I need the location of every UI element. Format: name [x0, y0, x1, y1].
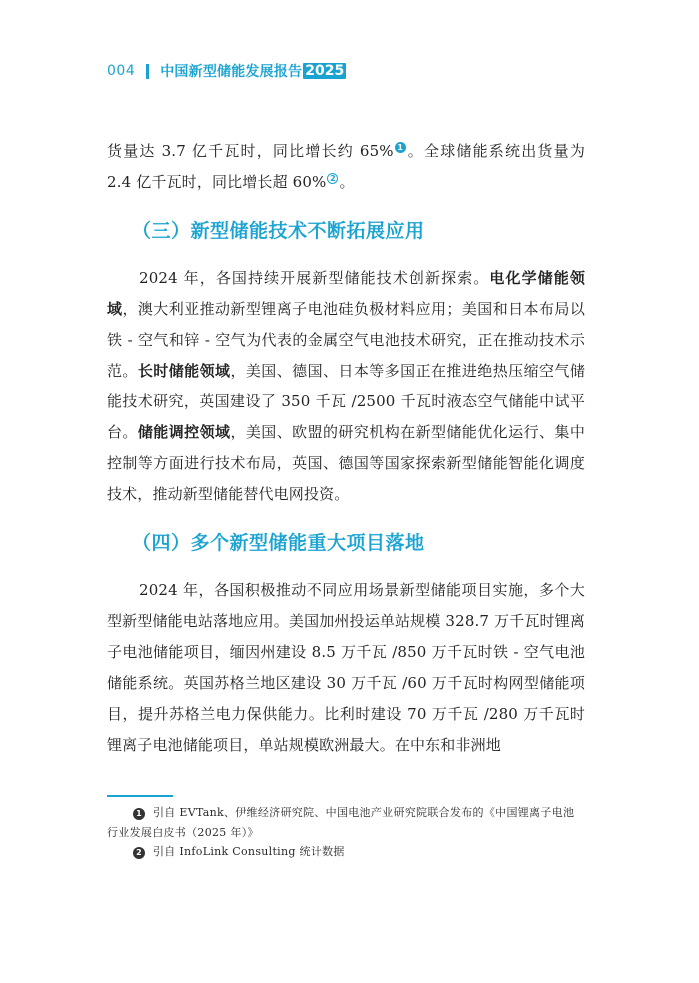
footnote-marker-2: 2 — [133, 847, 145, 859]
section-4-paragraph: 2024 年，各国积极推动不同应用场景新型储能项目实施，多个大型新型储能电站落地应用。美国加州投运单站规模 328.7 万千瓦时锂离子电池储能项目，缅因州建设 8.5 万千瓦 /850 万千瓦时铁 - 空气电池储能系统。英国苏格兰地区建设 30 万千瓦 /60 万千瓦时构网型储能项目，提升苏格兰电力保供能力。比利时建设 70 万千瓦 /280 万千瓦时锂离子电池储能项目，单站规模欧洲最大。在中东和非洲地 — [107, 581, 585, 754]
s3-bold-long-duration: 长时储能领域 — [137, 361, 231, 380]
section-4-heading: （四）多个新型储能重大项目落地 — [132, 532, 425, 555]
page-header — [107, 60, 346, 82]
header-divider — [146, 64, 149, 79]
main-content — [107, 136, 585, 761]
footnotes — [107, 803, 585, 862]
report-year-badge: 2025 — [305, 63, 345, 79]
footnote-text-2: 引自 InfoLink Consulting 统计数据 — [153, 845, 345, 858]
footnote-marker-1: 1 — [133, 808, 145, 820]
s3-text-1: 2024 年，各国持续开展新型储能技术创新探索。 — [139, 268, 490, 287]
intro-paragraph — [107, 136, 585, 198]
s3-text-3: ，美国、德国、日本等多国正在推进绝热压缩空气储能技术研究，英国建设了 350 千瓦 /2500 千瓦时液态空气储能中试平台。 — [107, 361, 585, 442]
intro-text-b: 。全球储能系统出货量为 2.4 亿千瓦时，同比增长超 60% — [107, 142, 585, 191]
report-title: 中国新型储能发展报告 — [160, 64, 303, 80]
footnote-1 — [107, 803, 585, 842]
section-3-heading: （三）新型储能技术不断拓展应用 — [132, 219, 425, 242]
s3-text-4: ，美国、欧盟的研究机构在新型储能优化运行、集中控制等方面进行技术布局，英国、德国等国家探索新型储能智能化调度技术，推动新型储能替代电网投资。 — [107, 423, 585, 504]
footnote-2 — [107, 842, 585, 862]
s3-bold-electrochemical: 电化学储能领域 — [107, 268, 586, 318]
page-number: 004 — [107, 63, 136, 79]
footnote-ref-1[interactable]: 1 — [395, 142, 406, 153]
footnote-text-1: 引自 EVTank、伊维经济研究院、中国电池产业研究院联合发布的《中国锂离子电池行业发展白皮书（2025 年）》 — [107, 806, 575, 839]
footnote-ref-2[interactable]: 2 — [327, 173, 338, 184]
s3-text-2: ，澳大利亚推动新型锂离子电池硅负极材料应用；美国和日本布局以铁 - 空气和锌 - 空气为代表的金属空气电池技术研究，正在推动技术示范。 — [107, 299, 585, 380]
intro-text-a: 货量达 3.7 亿千瓦时，同比增长约 65% — [107, 142, 394, 160]
section-3-paragraph — [107, 263, 585, 510]
s3-bold-regulation: 储能调控领域 — [137, 423, 231, 442]
footnote-divider — [107, 795, 173, 797]
intro-text-c: 。 — [339, 172, 355, 191]
